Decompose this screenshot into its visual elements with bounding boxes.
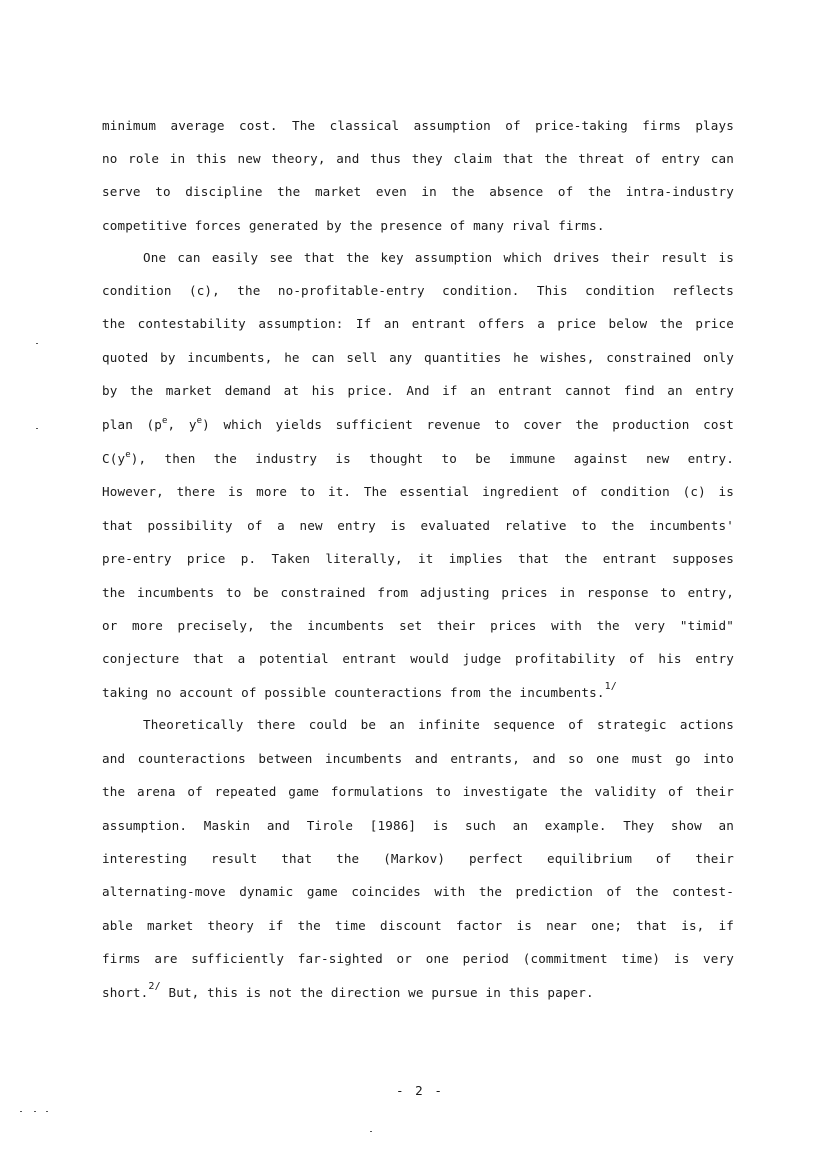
- scan-speck: [370, 1131, 372, 1132]
- superscript: e: [196, 416, 203, 426]
- scan-speck: [46, 1111, 48, 1112]
- superscript: e: [161, 416, 168, 426]
- text-line: alternating-move dynamic game coincides with the prediction of the contest-: [102, 884, 734, 899]
- text-line: able market theory if the time discount factor is near one; that is, if: [102, 918, 734, 933]
- text-line: quoted by incumbents, he can sell any quantities he wishes, constrained only: [102, 350, 734, 365]
- plan-line: [102, 417, 734, 433]
- text-line: and counteractions between incumbents and entrants, and so one must go into: [102, 751, 734, 766]
- text-line: However, there is more to it. The essential ingredient of condition (c) is: [102, 484, 734, 499]
- text-line: conjecture that a potential entrant would judge profitability of his entry: [102, 651, 734, 666]
- scan-speck: [36, 343, 38, 344]
- text-fragment: But, this is not the direction we pursue in this paper.: [160, 985, 594, 1000]
- page-number: - 2 -: [396, 1083, 444, 1098]
- text-fragment: C(y: [102, 451, 126, 466]
- scan-speck: [20, 1111, 22, 1112]
- text-line: assumption. Maskin and Tirole [1986] is such an example. They show an: [102, 818, 734, 833]
- text-fragment: ) which yields sufficient revenue to cover the production cost: [202, 417, 735, 432]
- text-fragment: plan (p: [102, 417, 162, 432]
- text-line: interesting result that the (Markov) perfect equilibrium of their: [102, 851, 734, 866]
- text-line: One can easily see that the key assumption which drives their result is: [143, 250, 734, 265]
- text-line: competitive forces generated by the presence of many rival firms.: [102, 218, 605, 233]
- text-line: the incumbents to be constrained from adjusting prices in response to entry,: [102, 585, 734, 600]
- text-line: firms are sufficiently far-sighted or one period (commitment time) is very: [102, 951, 734, 966]
- text-fragment: taking no account of possible counteractions from the incumbents.: [102, 685, 605, 700]
- text-line: the contestability assumption: If an entrant offers a price below the price: [102, 316, 734, 331]
- cost-line: [102, 451, 734, 467]
- text-line: pre-entry price p. Taken literally, it implies that the entrant supposes: [102, 551, 734, 566]
- scan-speck: [34, 1111, 36, 1112]
- text-line: by the market demand at his price. And if an entrant cannot find an entry: [102, 383, 734, 398]
- text-line: Theoretically there could be an infinite sequence of strategic actions: [143, 717, 734, 732]
- text-line: or more precisely, the incumbents set their prices with the very "timid": [102, 618, 734, 633]
- text-line: condition (c), the no-profitable-entry condition. This condition reflects: [102, 283, 734, 298]
- text-fragment: ), then the industry is thought to be immune against new entry.: [130, 451, 734, 466]
- text-line: minimum average cost. The classical assumption of price-taking firms plays: [102, 118, 734, 133]
- text-line-with-footnote: [102, 681, 617, 701]
- text-line: that possibility of a new entry is evaluated relative to the incumbents': [102, 518, 734, 533]
- scan-speck: [36, 428, 38, 429]
- footnote-marker: 1/: [604, 681, 617, 692]
- superscript: e: [125, 450, 131, 460]
- text-line-with-footnote: [102, 981, 594, 1001]
- text-line: no role in this new theory, and thus they claim that the threat of entry can: [102, 151, 734, 166]
- footnote-marker: 2/: [148, 981, 161, 992]
- text-fragment: short.: [102, 985, 149, 1000]
- text-line: the arena of repeated game formulations to investigate the validity of their: [102, 784, 734, 799]
- text-fragment: , y: [167, 417, 197, 432]
- text-line: serve to discipline the market even in the absence of the intra-industry: [102, 184, 734, 199]
